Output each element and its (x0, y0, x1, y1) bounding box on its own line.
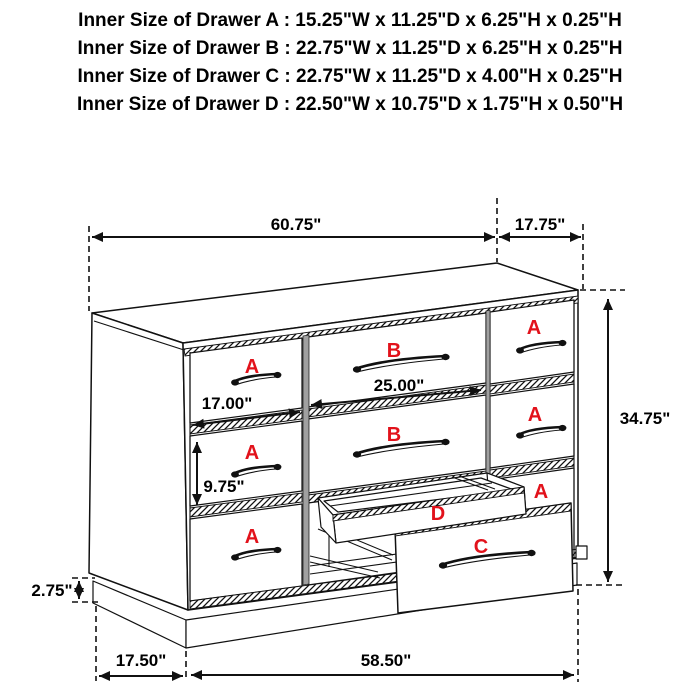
spec-line-drawer-b: Inner Size of Drawer B : 22.75"W x 11.25"D x 6.25"H x 0.25"H (77, 38, 623, 59)
column-divider-left (303, 335, 309, 585)
dresser-line-art (89, 263, 587, 648)
dim-label-total-height: 34.75" (619, 409, 671, 428)
drawer-label-c: C (473, 536, 489, 558)
spec-line-drawer-a: Inner Size of Drawer A : 15.25"W x 11.25"D x 6.25"H x 0.25"H (78, 10, 622, 31)
left-side-face (89, 313, 188, 610)
dim-label-top-width: 60.75" (270, 215, 322, 234)
dimension-base-front-width (191, 651, 574, 675)
drawer-label-a1: A (244, 356, 260, 378)
drawer-label-a5: A (527, 404, 543, 426)
dim-label-center-drawer-width: 25.00" (373, 376, 425, 395)
dim-label-drawer-front-height: 9.75" (203, 477, 245, 496)
dimension-top-depth (499, 215, 581, 237)
drawer-label-b2: B (386, 424, 402, 446)
dimension-base-height (31, 581, 79, 600)
dim-label-base-height: 2.75" (31, 581, 73, 600)
dim-label-top-depth: 17.75" (514, 215, 566, 234)
dimension-total-height (608, 299, 670, 582)
side-glide-tab (576, 546, 587, 559)
drawer-label-a6: A (533, 481, 549, 503)
spec-line-drawer-d: Inner Size of Drawer D : 22.50"W x 10.75"D x 1.75"H x 0.50"H (76, 94, 624, 115)
drawer-label-a2: A (244, 442, 260, 464)
dim-label-left-drawer-width: 17.00" (201, 394, 253, 413)
spec-line-drawer-c: Inner Size of Drawer C : 22.75"W x 11.25"D x 4.00"H x 0.25"H (77, 66, 623, 87)
dim-label-base-front-width: 58.50" (360, 651, 412, 670)
drawer-label-a4: A (526, 317, 542, 339)
drawer-label-b1: B (386, 340, 402, 362)
drawer-label-a3: A (244, 526, 260, 548)
drawer-label-d: D (430, 503, 446, 525)
dimension-base-side-depth (99, 651, 183, 676)
dimension-top-width (92, 215, 495, 237)
dim-label-base-side-depth: 17.50" (115, 651, 167, 670)
